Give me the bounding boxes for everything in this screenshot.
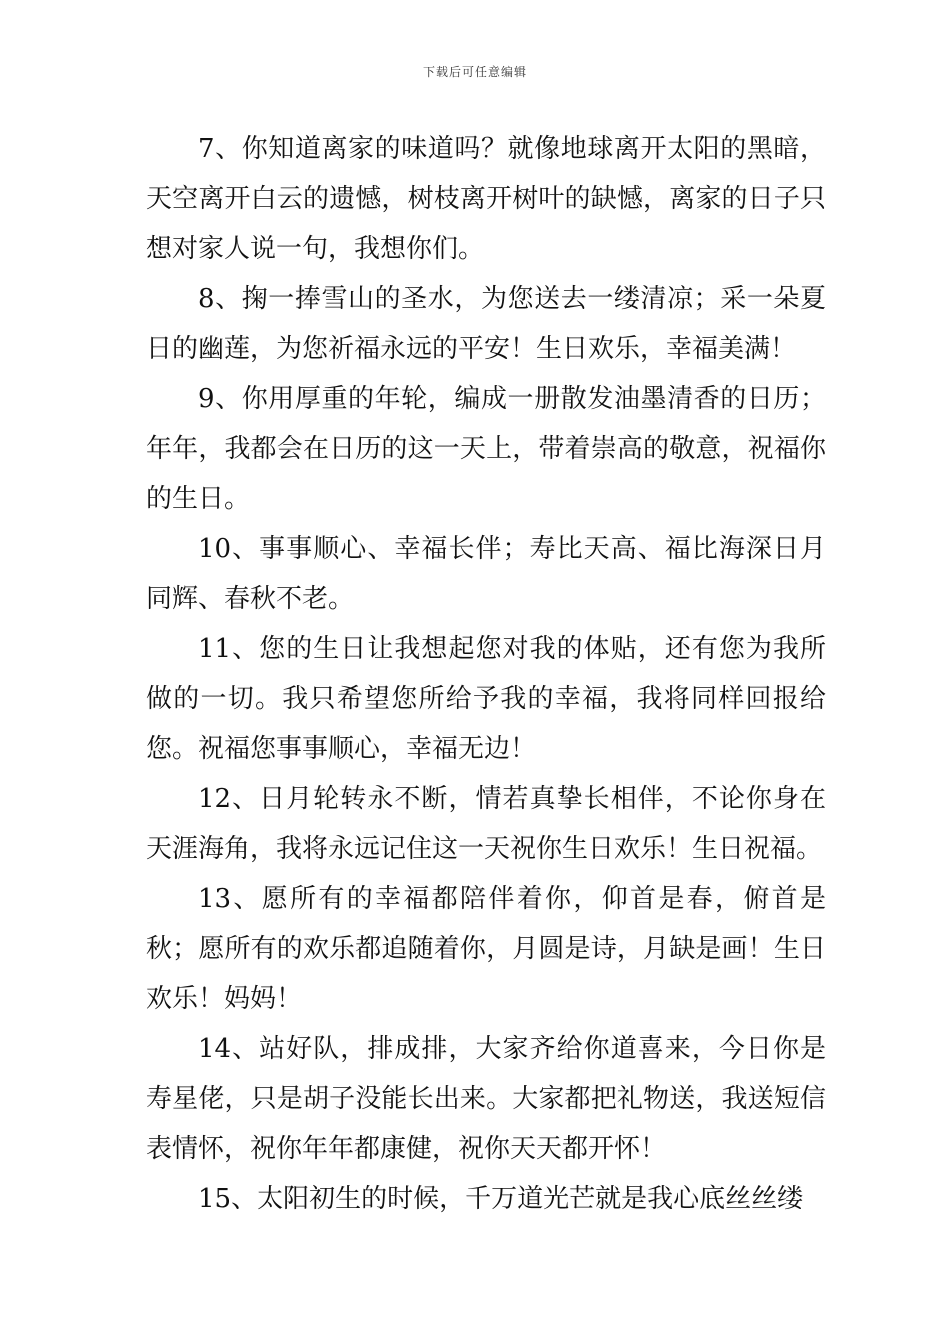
paragraph-11: 11、您的生日让我想起您对我的体贴，还有您为我所做的一切。我只希望您所给予我的幸福，我将同样回报给您。祝福您事事顺心，幸福无边！ — [146, 634, 826, 764]
paragraph-13: 13、愿所有的幸福都陪伴着你，仰首是春，俯首是秋；愿所有的欢乐都追随着你，月圆是诗，月缺是画！生日欢乐！妈妈！ — [146, 884, 826, 1014]
paragraph-14: 14、站好队，排成排，大家齐给你道喜来，今日你是寿星佬，只是胡子没能长出来。大家都把礼物送，我送短信表情怀，祝你年年都康健，祝你天天都开怀！ — [146, 1034, 826, 1164]
paragraph-15: 15、太阳初生的时候，千万道光芒就是我心底丝丝缕 — [198, 1184, 804, 1214]
paragraph-10: 10、事事顺心、幸福长伴；寿比天高、福比海深日月同辉、春秋不老。 — [146, 534, 826, 614]
page-header: 下载后可任意编辑 — [422, 65, 527, 79]
paragraph-9: 9、你用厚重的年轮，编成一册散发油墨清香的日历；年年，我都会在日历的这一天上，带着崇高的敬意，祝福你的生日。 — [146, 384, 826, 514]
paragraph-12: 12、日月轮转永不断，情若真挚长相伴，不论你身在天涯海角，我将永远记住这一天祝你生日欢乐！生日祝福。 — [146, 784, 826, 864]
paragraph-7: 7、你知道离家的味道吗？就像地球离开太阳的黑暗，天空离开白云的遗憾，树枝离开树叶的缺憾，离家的日子只想对家人说一句，我想你们。 — [146, 134, 826, 264]
paragraph-8: 8、掬一捧雪山的圣水，为您送去一缕清凉；采一朵夏日的幽莲，为您祈福永远的平安！生日欢乐，幸福美满！ — [146, 284, 826, 364]
document-body — [146, 124, 826, 1224]
